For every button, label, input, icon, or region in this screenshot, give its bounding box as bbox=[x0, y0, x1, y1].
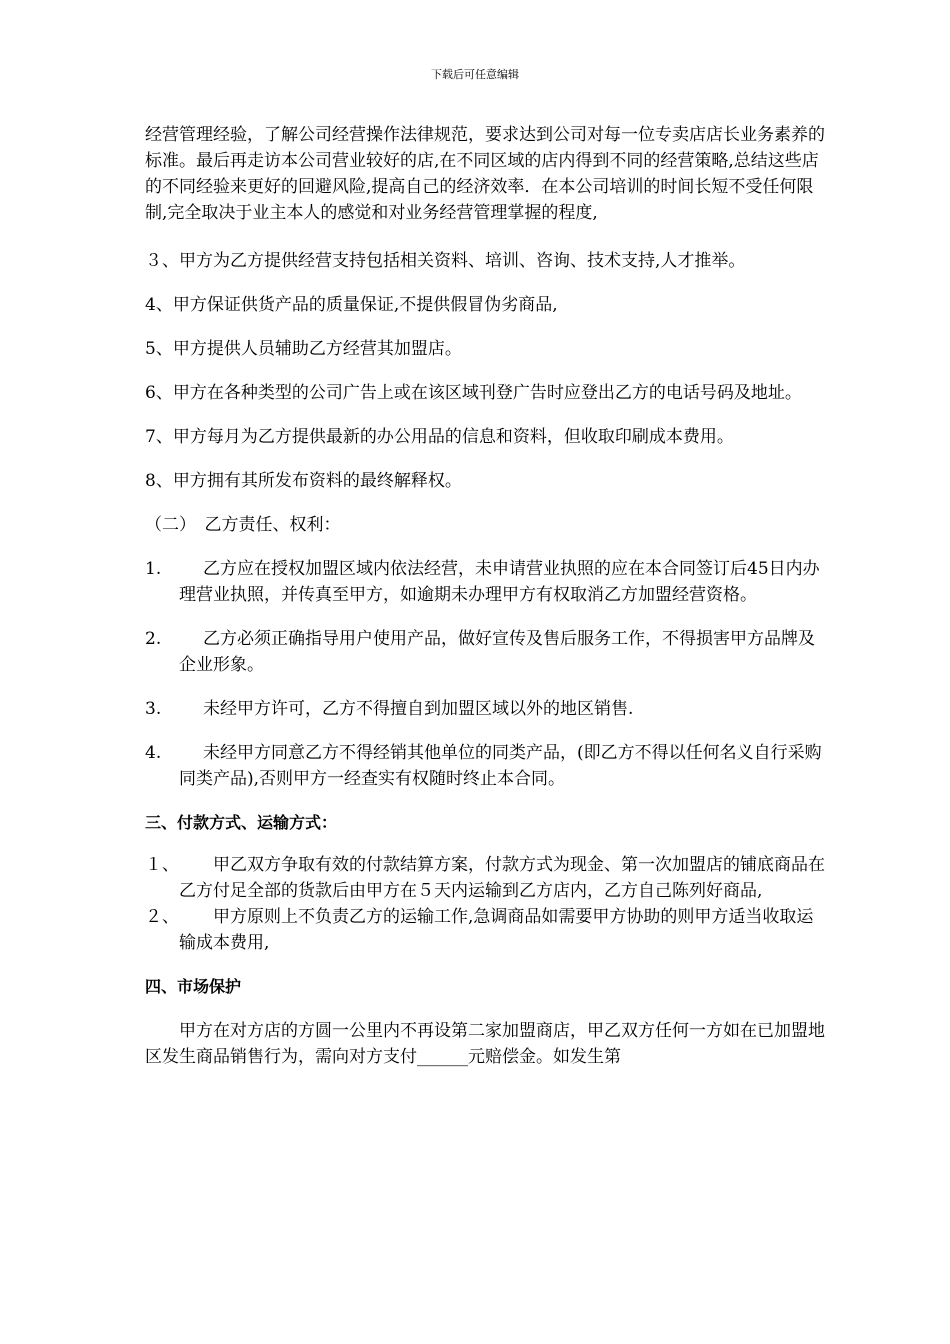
section-3-title: 三、付款方式、运输方式： bbox=[145, 813, 338, 832]
item-text: 乙方必须正确指导用户使用产品，做好宣传及售后服务工作，不得损害甲方品牌及企业形象。 bbox=[179, 629, 815, 675]
item-text: 未经甲方许可，乙方不得擅自到加盟区域以外的地区销售. bbox=[203, 699, 634, 719]
section-4-title: 四、市场保护 bbox=[145, 977, 242, 996]
item-number: 1. bbox=[145, 559, 162, 579]
party-b-item bbox=[145, 696, 825, 722]
party-a-item bbox=[145, 248, 825, 274]
item-text: 甲方原则上不负责乙方的运输工作,急调商品如需要甲方协助的则甲方适当收取运输成本费用, bbox=[179, 907, 814, 953]
page-header: 下载后可任意编辑 bbox=[431, 68, 519, 81]
item-number: 5、 bbox=[145, 339, 173, 359]
item-text: 未经甲方同意乙方不得经销其他单位的同类产品，(即乙方不得以任何名义自行采购同类产品),否则甲方一经查实有权随时终止本合同。 bbox=[179, 743, 822, 789]
party-a-item bbox=[145, 292, 825, 318]
item-number: 8、 bbox=[145, 471, 173, 491]
section-3-item bbox=[145, 904, 825, 956]
intro-paragraph: 经营管理经验，了解公司经营操作法律规范，要求达到公司对每一位专卖店店长业务素养的标准。最后再走访本公司营业较好的店,在不同区域的店内得到不同的经营策略,总结这些店的不同经验来更好的回避风险,提高自己的经济效率．在本公司培训的时间长短不受任何限制,完全取决于业主本人的感觉和对业务经营管理掌握的程度, bbox=[145, 125, 825, 223]
party-b-item bbox=[145, 556, 825, 608]
item-number: ２、 bbox=[145, 907, 179, 927]
item-text: 乙方应在授权加盟区域内依法经营，未申请营业执照的应在本合同签订后45日内办理营业执照，并传真至甲方，如逾期未办理甲方有权取消乙方加盟经营资格。 bbox=[179, 559, 820, 605]
item-text: 甲乙双方争取有效的付款结算方案，付款方式为现金、第一次加盟店的铺底商品在乙方付足全部的货款后由甲方在５天内运输到乙方店内，乙方自己陈列好商品, bbox=[179, 855, 825, 901]
party-b-item bbox=[145, 626, 825, 678]
item-number: 6、 bbox=[145, 383, 173, 403]
item-text: 甲方保证供货产品的质量保证,不提供假冒伪劣商品, bbox=[172, 295, 558, 315]
party-a-item bbox=[145, 424, 825, 450]
item-text: 甲方拥有其所发布资料的最终解释权。 bbox=[172, 471, 462, 491]
item-text: 甲方每月为乙方提供最新的办公用品的信息和资料，但收取印刷成本费用。 bbox=[172, 427, 734, 447]
item-number: 2. bbox=[145, 629, 162, 649]
item-number: 4、 bbox=[145, 295, 173, 315]
party-a-item bbox=[145, 336, 825, 362]
item-text: 甲方为乙方提供经营支持包括相关资料、培训、咨询、技术支持,人才推举。 bbox=[179, 251, 746, 271]
item-number: 3. bbox=[145, 699, 162, 719]
document-body bbox=[145, 122, 825, 1070]
item-number: ３、 bbox=[145, 251, 179, 271]
party-a-item bbox=[145, 380, 825, 406]
item-number: 4. bbox=[145, 743, 162, 763]
item-number: 7、 bbox=[145, 427, 173, 447]
party-b-heading: （二） 乙方责任、权利： bbox=[145, 515, 341, 535]
item-number: １、 bbox=[145, 855, 179, 875]
party-b-item bbox=[145, 740, 825, 792]
item-text: 甲方提供人员辅助乙方经营其加盟店。 bbox=[172, 339, 462, 359]
section-3-item bbox=[145, 852, 825, 904]
item-text: 甲方在各种类型的公司广告上或在该区域刊登广告时应登出乙方的电话号码及地址。 bbox=[172, 383, 802, 403]
section-4-paragraph: 甲方在对方店的方圆一公里内不再设第二家加盟商店，甲乙双方任何一方如在已加盟地区发生商品销售行为，需向对方支付______元赔偿金。如发生第 bbox=[145, 1021, 825, 1067]
party-a-item bbox=[145, 468, 825, 494]
